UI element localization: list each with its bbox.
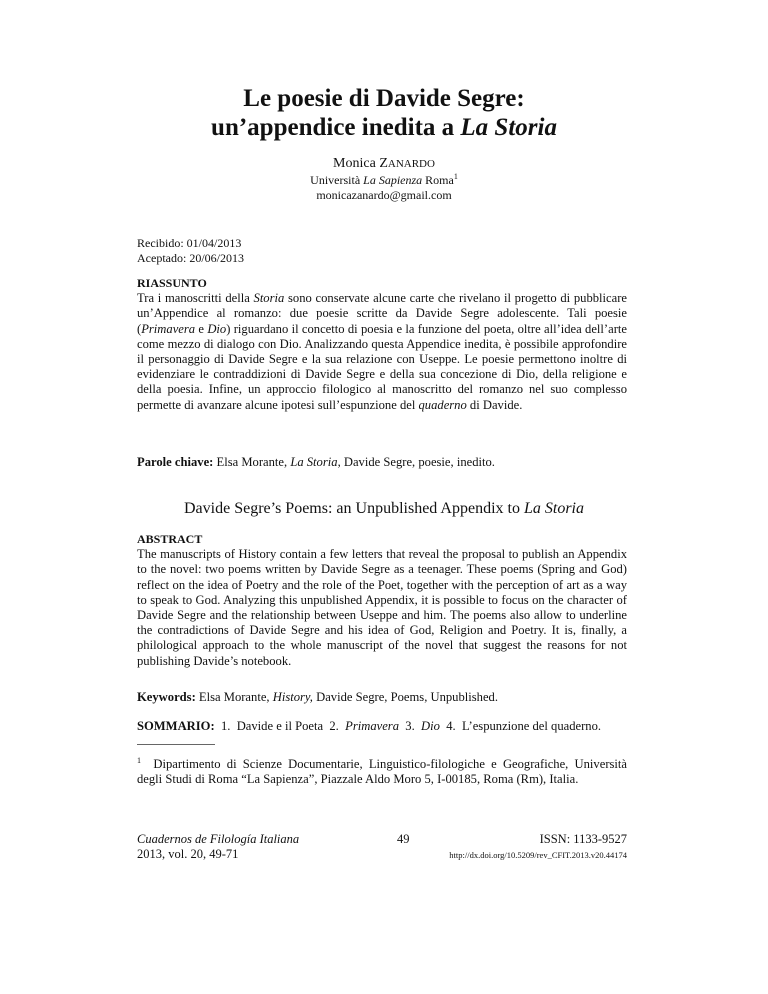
keywords-en-label: Keywords: <box>137 690 196 704</box>
table-of-contents <box>137 719 627 734</box>
sommario-italic: Dio <box>421 719 440 733</box>
paper-title <box>0 84 768 142</box>
abstract-it-italic: Storia <box>253 291 285 306</box>
sommario-text: 4. L’espunzione del quaderno. <box>439 719 602 733</box>
abstract-en-heading: ABSTRACT <box>137 532 203 546</box>
title-line-1: Le poesie di Davide Segre: <box>243 85 525 112</box>
keywords-english <box>137 690 627 705</box>
journal-name: Cuadernos de Filología Italiana <box>137 832 300 846</box>
page-number: 49 <box>397 832 410 846</box>
abstract-it-text: sono conservate alcune carte che rivelano il progetto di pubblicare un’Appendice al romanzo: due poesie scritte da Davide Segre adolescente. Tali poesie ( <box>137 291 628 336</box>
footnote-text: Dipartimento di Scienze Documentarie, Linguistico-filologiche e Geografiche, Università degli Studi di Roma “La Sapienza”, Piazzale Aldo Moro 5, I-00185, Roma (Rm), Italia. <box>137 757 631 786</box>
abstract-it-italic: quaderno <box>418 397 467 412</box>
abstract-it-text: di Davide. <box>466 397 523 412</box>
accepted-date: Aceptado: 20/06/2013 <box>137 251 244 265</box>
author-affiliation <box>0 173 768 188</box>
abstract-it-heading: RIASSUNTO <box>137 276 207 290</box>
abstract-en-body: The manuscripts of History contain a few letters that reveal the proposal to publish an Appendix to the novel: two poems written by Davide Segre as a teenager. These poems (Spring and God) reflect on the idea of Poetry and the role of the Poet, together with the perception of art as a way to speak to God. Analyzing this unpublished Appendix, it is possible to focus on the character of Davide Segre and the relationship between Useppe and him. The poems also allow to underline the contradictions of Davide Segre and his idea of God, Religion and Poetry. It is, finally, a philological approach to the whole manuscript of the novel that suggest the reasons for not publishing Davide’s notebook. <box>137 547 627 668</box>
footnote-ref[interactable]: 1 <box>453 172 458 181</box>
sommario-label: SOMMARIO: <box>137 719 215 733</box>
author-block <box>0 155 768 203</box>
affiliation-italic: La Sapienza <box>363 173 423 187</box>
affiliation-suffix: Roma <box>422 173 454 187</box>
issn: ISSN: 1133-9527 <box>539 832 627 846</box>
author-first-name: Monica <box>333 156 380 171</box>
author-email[interactable]: monicazanardo@gmail.com <box>316 188 452 202</box>
abstract-it-italic: Primavera <box>141 321 196 336</box>
title-line-2-text: un’appendice inedita a <box>211 114 461 141</box>
english-title-text: Davide Segre’s Poems: an Unpublished Appendix to <box>184 500 524 517</box>
abstract-italian <box>137 276 627 413</box>
abstract-it-italic: Dio <box>207 321 227 336</box>
footnote <box>137 755 631 787</box>
footnote-divider <box>137 744 215 745</box>
title-line-2-italic: La Storia <box>460 114 557 141</box>
english-title-italic: La Storia <box>523 500 584 517</box>
keywords-it-label: Parole chiave: <box>137 455 214 469</box>
keywords-it-text: Elsa Morante, <box>213 455 291 469</box>
abstract-it-body <box>137 291 627 413</box>
dates-block <box>137 236 627 266</box>
sommario-text: 3. <box>399 719 422 733</box>
keywords-en-italic: History, <box>272 690 313 704</box>
journal-info <box>137 832 299 862</box>
keywords-it-text: , Davide Segre, poesie, inedito. <box>337 455 495 469</box>
sommario-text: 1. Davide e il Poeta 2. <box>214 719 346 733</box>
doi-link[interactable]: http://dx.doi.org/10.5209/rev_CFIT.2013.v20.44174 <box>449 850 627 860</box>
abstract-it-text: ) riguardano il concetto di poesia e la funzione del poeta, oltre all’idea dell’arte come mezzo di dialogo con Dio. Analizzando questa Appendice inedita, è possibile approfondire il personaggio di Davide Segre e la sua relazione con Useppe. Le poesie permettono inoltre di evidenziare le contraddizioni di Davide Segre e della sua concezione di Dio, della religione e della poesia. Infine, un approccio filologico al manoscritto del romanzo nel suo complesso permette di avanzare alcune ipotesi sull’espunzione del <box>137 321 627 412</box>
english-title <box>0 499 768 518</box>
keywords-en-text: Elsa Morante, <box>195 690 273 704</box>
journal-volume: 2013, vol. 20, 49-71 <box>137 847 239 861</box>
author-surname-initial: Z <box>379 156 388 171</box>
footnote-mark: 1 <box>137 755 141 765</box>
sommario-italic: Primavera <box>345 719 399 733</box>
keywords-italian <box>137 455 627 470</box>
keywords-it-italic: La Storia <box>290 455 338 469</box>
affiliation-prefix: Università <box>310 173 364 187</box>
author-surname-rest: ANARDO <box>387 158 435 170</box>
keywords-en-text: Davide Segre, Poems, Unpublished. <box>312 690 499 704</box>
abstract-it-text: Tra i manoscritti della <box>137 291 254 306</box>
title-line-2 <box>0 113 768 142</box>
author-name <box>0 155 768 173</box>
abstract-english <box>137 532 627 669</box>
abstract-it-text: e <box>195 321 208 336</box>
received-date: Recibido: 01/04/2013 <box>137 236 242 250</box>
